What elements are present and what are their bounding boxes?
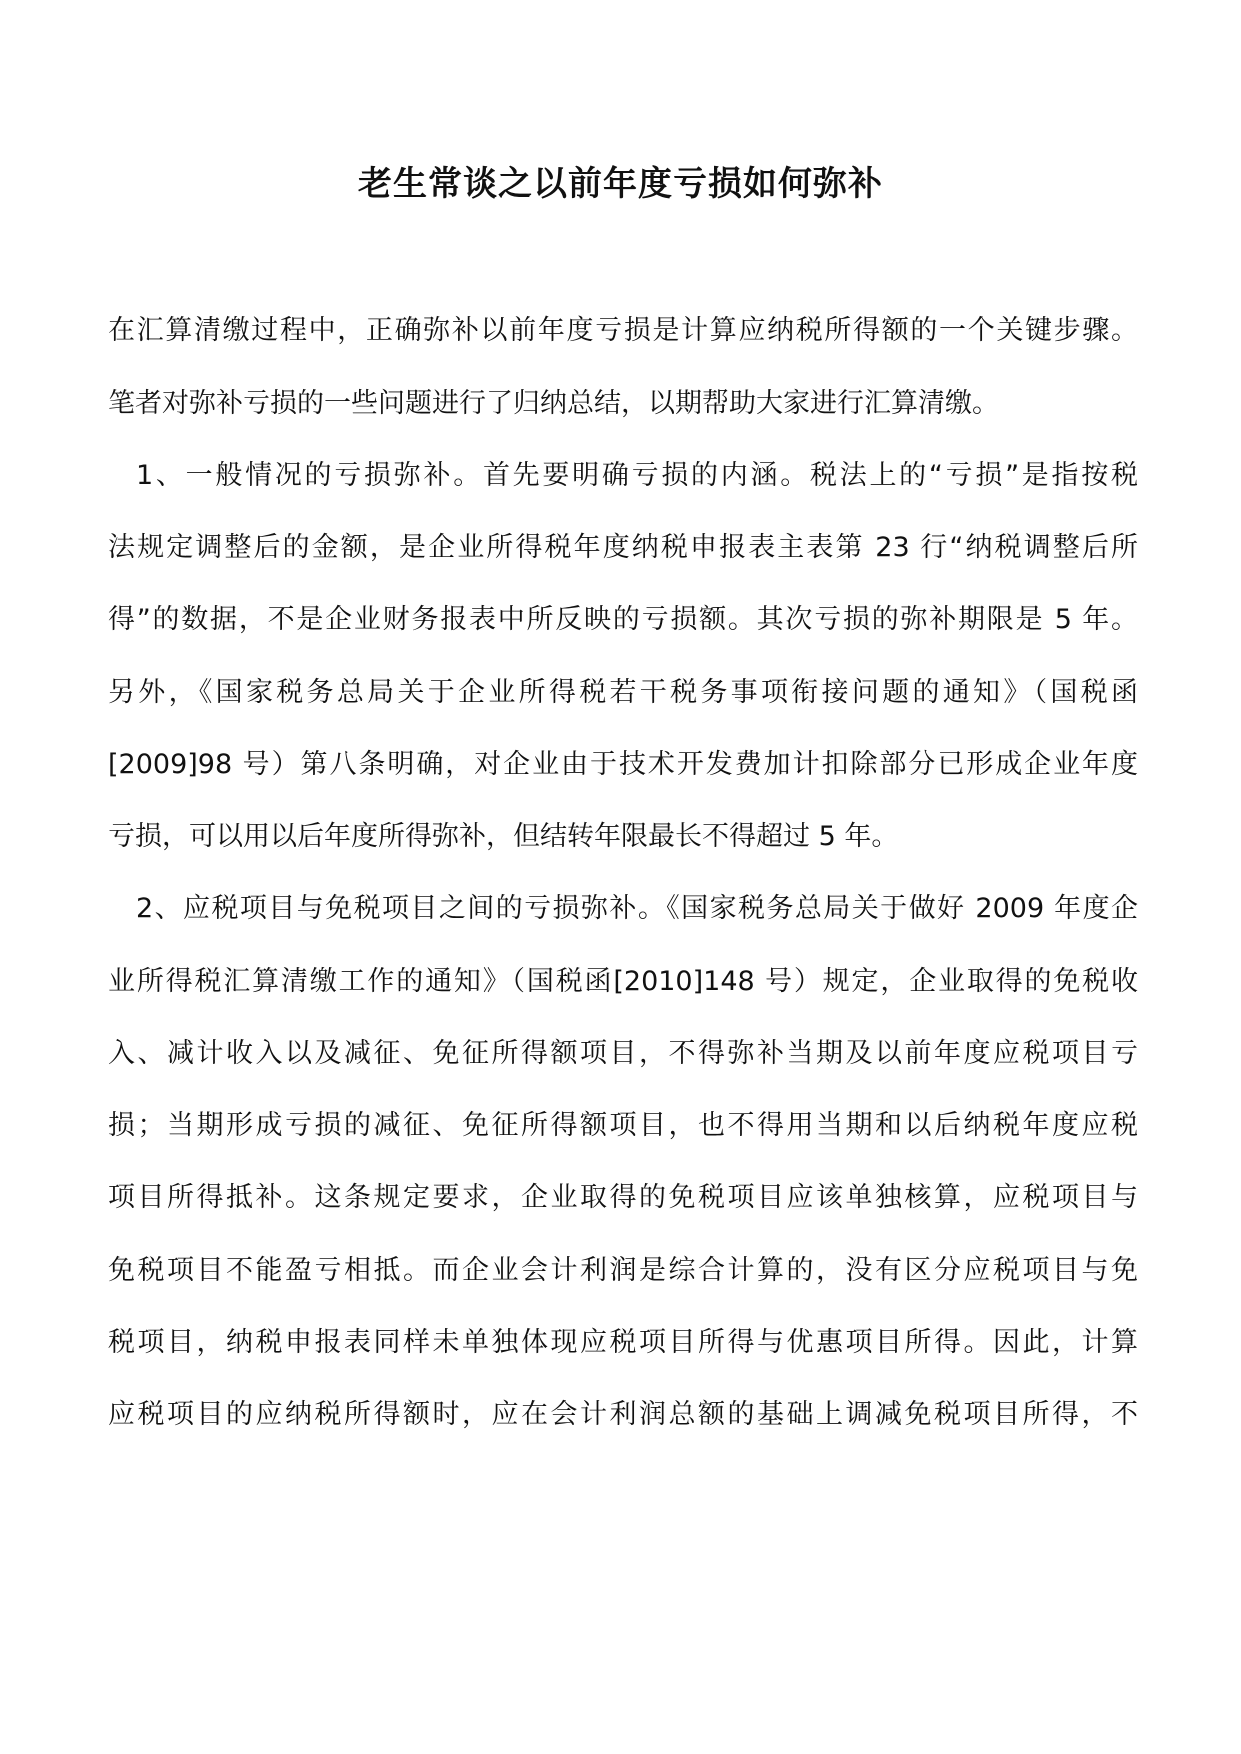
body-line-13: 项目所得抵补。这条规定要求，企业取得的免税项目应该单独核算，应税项目与 (108, 1182, 1138, 1213)
body-line-9: 2、应税项目与免税项目之间的亏损弥补。《国家税务总局关于做好 2009 年度企 (136, 893, 1138, 924)
body-line-3: 1、一般情况的亏损弥补。首先要明确亏损的内涵。税法上的“亏损”是指按税 (136, 460, 1138, 491)
body-line-11: 入、减计收入以及减征、免征所得额项目，不得弥补当期及以前年度应税项目亏 (108, 1038, 1138, 1069)
body-line-5: 得”的数据，不是企业财务报表中所反映的亏损额。其次亏损的弥补期限是 5 年。 (108, 604, 1138, 635)
body-line-2: 笔者对弥补亏损的一些问题进行了归纳总结，以期帮助大家进行汇算清缴。 (108, 388, 999, 419)
body-line-15: 税项目，纳税申报表同样未单独体现应税项目所得与优惠项目所得。因此，计算 (108, 1327, 1138, 1358)
body-line-8: 亏损，可以用以后年度所得弥补，但结转年限最长不得超过 5 年。 (108, 821, 899, 852)
body-line-6: 另外，《国家税务总局关于企业所得税若干税务事项衔接问题的通知》（国税函 (108, 677, 1138, 708)
document-title: 老生常谈之以前年度亏损如何弥补 (358, 164, 883, 204)
body-line-16: 应税项目的应纳税所得额时，应在会计利润总额的基础上调减免税项目所得，不 (108, 1399, 1138, 1430)
body-line-12: 损；当期形成亏损的减征、免征所得额项目，也不得用当期和以后纳税年度应税 (108, 1110, 1138, 1141)
body-line-7: [2009]98 号）第八条明确，对企业由于技术开发费加计扣除部分已形成企业年度 (108, 749, 1138, 780)
body-line-14: 免税项目不能盈亏相抵。而企业会计利润是综合计算的，没有区分应税项目与免 (108, 1255, 1138, 1286)
body-line-10: 业所得税汇算清缴工作的通知》（国税函[2010]148 号）规定，企业取得的免税收 (108, 966, 1138, 997)
body-line-4: 法规定调整后的金额，是企业所得税年度纳税申报表主表第 23 行“纳税调整后所 (108, 532, 1138, 563)
body-line-1: 在汇算清缴过程中，正确弥补以前年度亏损是计算应纳税所得额的一个关键步骤。 (108, 315, 1138, 346)
